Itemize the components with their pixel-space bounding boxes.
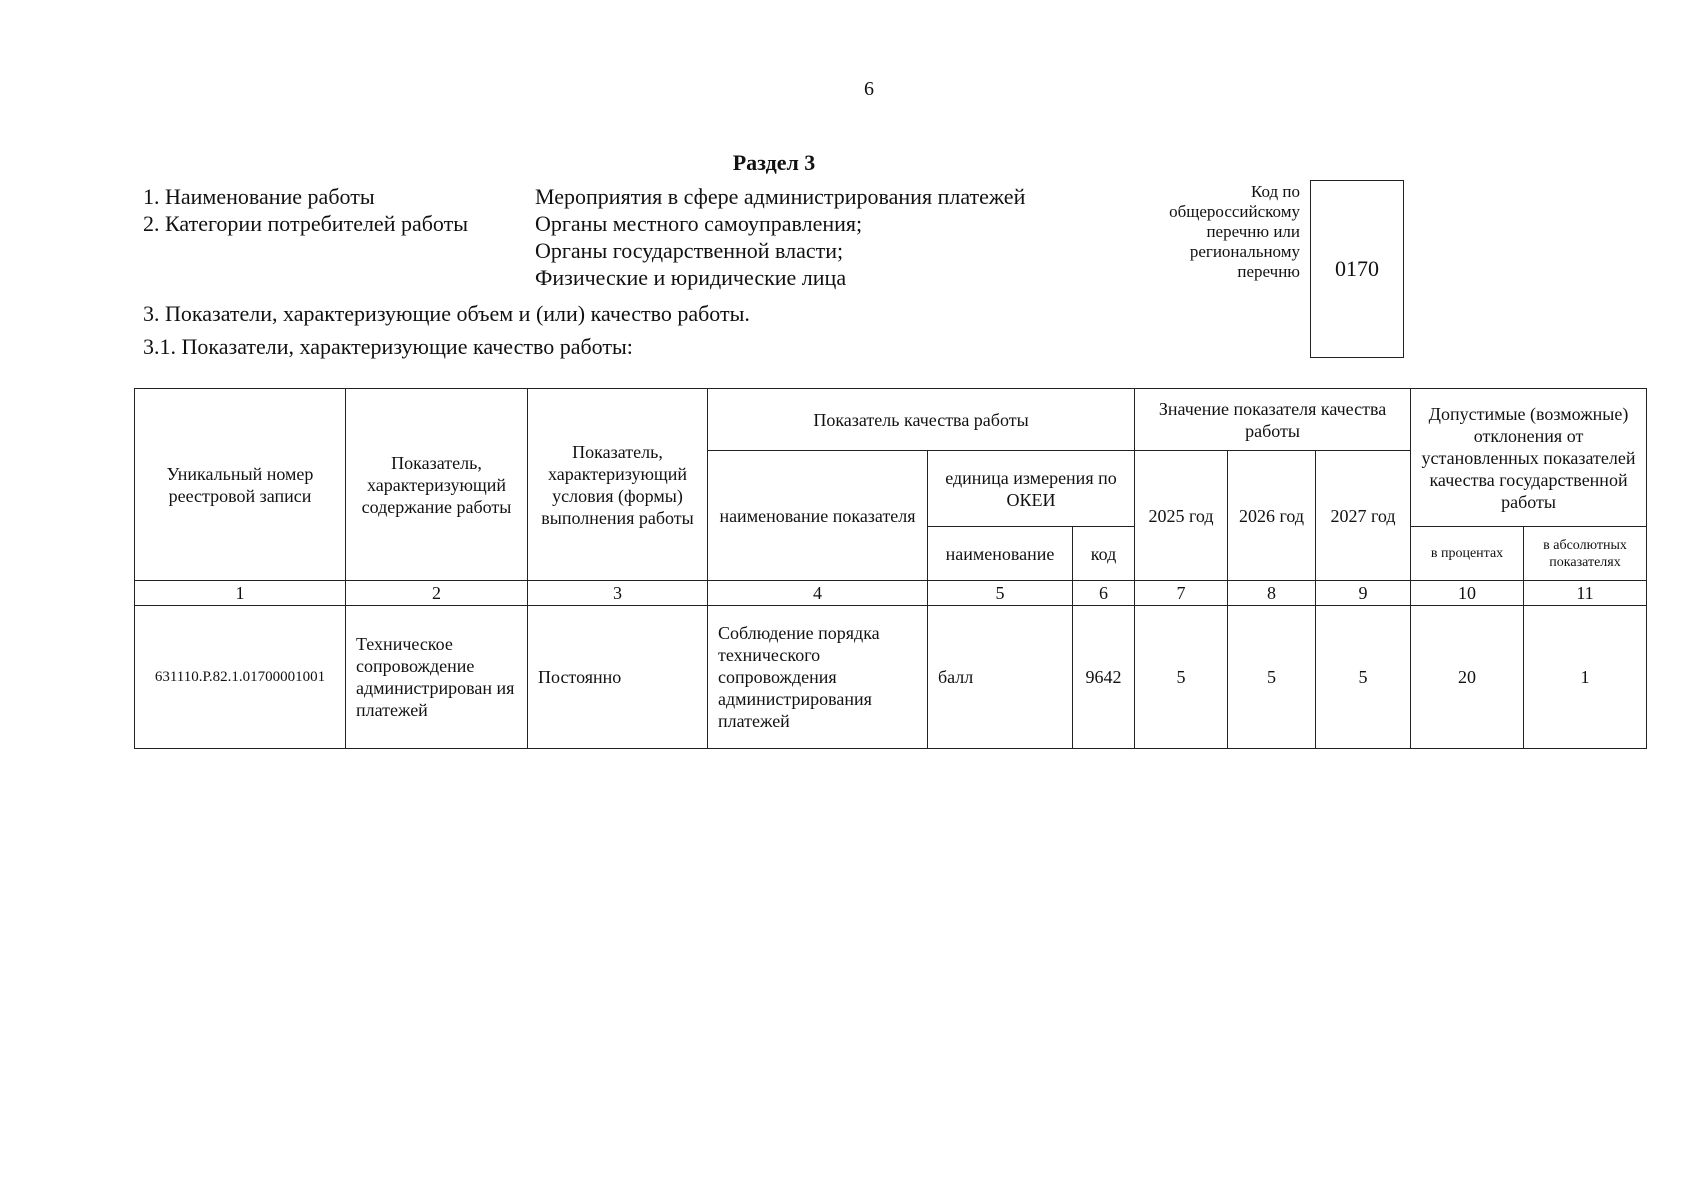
cell-unit-name: балл [928, 606, 1073, 749]
consumer-item: Физические и юридические лица [535, 265, 847, 290]
header-allowed-deviation: Допустимые (возможные) отклонения от установленных показателей качества государственной работы [1411, 389, 1647, 527]
column-number-row [135, 581, 1647, 606]
header-registry-number: Уникальный номер реестровой записи [135, 389, 346, 581]
header-year-2027: 2027 год [1316, 451, 1411, 581]
column-number: 10 [1411, 581, 1524, 606]
cell-deviation-absolute: 1 [1524, 606, 1647, 749]
header-indicator-name: наименование показателя [708, 451, 928, 581]
table-row [135, 606, 1647, 749]
column-number: 8 [1228, 581, 1316, 606]
cell-year-2027: 5 [1316, 606, 1411, 749]
consumers-label: 2. Категории потребителей работы [143, 211, 469, 236]
quality-indicators-heading: 3.1. Показатели, характеризующие качество работы: [143, 334, 633, 359]
header-content-indicator: Показатель, характеризующий содержание работы [346, 389, 528, 581]
column-number: 5 [928, 581, 1073, 606]
section-title: Раздел 3 [732, 150, 816, 175]
registry-code-label [1120, 182, 1300, 282]
cell-registry-number: 631110.Р.82.1.01700001001 [135, 606, 346, 749]
header-unit-name: наименование [928, 527, 1073, 581]
header-indicator-value: Значение показателя качества работы [1135, 389, 1411, 451]
quality-indicators-table [134, 388, 1647, 749]
consumer-item: Органы местного самоуправления; [535, 211, 863, 236]
consumer-item: Органы государственной власти; [535, 238, 844, 263]
column-number: 9 [1316, 581, 1411, 606]
indicators-heading: 3. Показатели, характеризующие объем и (или) качество работы. [143, 301, 750, 326]
column-number: 1 [135, 581, 346, 606]
column-number: 11 [1524, 581, 1647, 606]
work-name-label: 1. Наименование работы [143, 184, 375, 209]
header-year-2025: 2025 год [1135, 451, 1228, 581]
code-label-line: Код по [1251, 182, 1300, 201]
cell-content: Техническое сопровождение администрирован ия платежей [346, 606, 528, 749]
registry-code-value: 0170 [1335, 256, 1379, 281]
work-name-value: Мероприятия в сфере администрирования платежей [535, 184, 1026, 209]
header-unit-okei: единица измерения по ОКЕИ [928, 451, 1135, 527]
column-number: 2 [346, 581, 528, 606]
registry-code-box [1310, 180, 1404, 358]
header-unit-code: код [1073, 527, 1135, 581]
code-label-line: перечню [1237, 262, 1300, 281]
header-quality-indicator: Показатель качества работы [708, 389, 1135, 451]
cell-indicator-name: Соблюдение порядка технического сопровождения администрирования платежей [708, 606, 928, 749]
cell-unit-code: 9642 [1073, 606, 1135, 749]
column-number: 6 [1073, 581, 1135, 606]
header-conditions-indicator: Показатель, характеризующий условия (формы) выполнения работы [528, 389, 708, 581]
column-number: 4 [708, 581, 928, 606]
cell-year-2025: 5 [1135, 606, 1228, 749]
header-year-2026: 2026 год [1228, 451, 1316, 581]
code-label-line: региональному [1189, 242, 1300, 261]
cell-year-2026: 5 [1228, 606, 1316, 749]
cell-conditions: Постоянно [528, 606, 708, 749]
column-number: 7 [1135, 581, 1228, 606]
code-label-line: общероссийскому [1169, 202, 1300, 221]
cell-deviation-percent: 20 [1411, 606, 1524, 749]
code-label-line: перечню или [1206, 222, 1300, 241]
column-number: 3 [528, 581, 708, 606]
page-number: 6 [864, 78, 874, 100]
header-deviation-absolute: в абсолютных показателях [1524, 527, 1647, 581]
header-deviation-percent: в процентах [1411, 527, 1524, 581]
